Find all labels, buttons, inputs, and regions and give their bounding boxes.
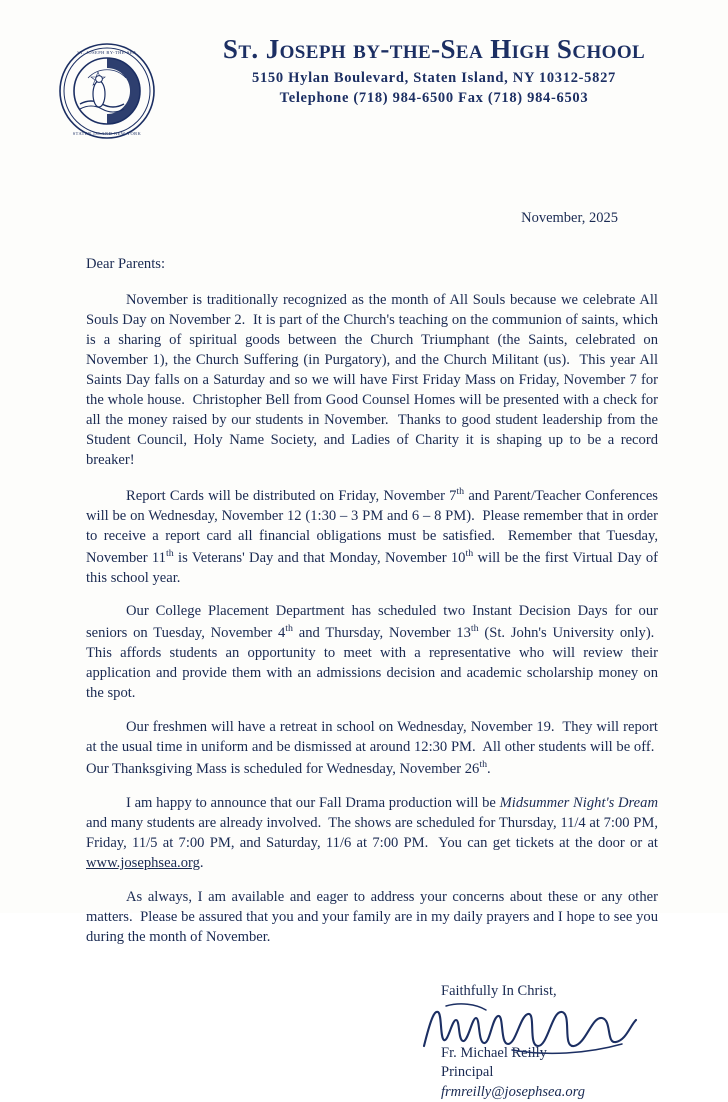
paragraph-report-cards: Report Cards will be distributed on Friday, November 7th and Parent/Teacher Conferences will be on Wednesday, November 12 (1:30 – 3 PM and 6 – 8 PM). Please remember that in order to receive a report card all financial obligations must be satisfied. Remember that Tuesday, November 11th is Veterans' Day and that Monday, November 10th will be the first Virtual Day of this school year. — [86, 485, 658, 586]
school-crest-icon — [58, 42, 156, 140]
signature-title: Principal — [441, 1064, 494, 1081]
school-name: St. Joseph by-the-Sea High School — [222, 34, 646, 64]
salutation: Dear Parents: — [86, 256, 166, 272]
school-phone-fax: Telephone (718) 984-6500 Fax (718) 984-6503 — [279, 90, 589, 106]
signature-email: frmreilly@josephsea.org — [441, 1083, 585, 1100]
letter-body — [86, 255, 658, 1102]
school-address: 5150 Hylan Boulevard, Staten Island, NY 10312-5827 — [252, 70, 616, 86]
svg-text:STATEN ISLAND NEW YORK: STATEN ISLAND NEW YORK — [72, 131, 142, 136]
letter-date: November, 2025 — [521, 210, 618, 226]
paragraph-fall-drama: I am happy to announce that our Fall Drama production will be Midsummer Night's Dream and many students are already involved. The shows are scheduled for Thursday, 11/4 at 7:00 PM, Friday, 11/5 at 7:00 PM, and Saturday, 11/6 at 7:00 PM. You can get tickets at the door or at www.josephsea.org. — [86, 795, 658, 872]
school-website-link[interactable]: www.josephsea.org — [86, 855, 200, 872]
signature-block — [86, 982, 658, 1102]
drama-title: Midsummer Night's Dream — [499, 795, 658, 812]
paragraph-college-placement: Our College Placement Department has scheduled two Instant Decision Days for our seniors on Tuesday, November 4th and Thursday, November 13th (St. John's University only). This affords students an opportunity to meet with a representative who will review their application and provide them with an admissions decision and academic scholarship money on the spot. — [86, 603, 658, 702]
paragraph-closing-remarks: As always, I am available and eager to address your concerns about these or any other matters. Please be assured that you and your family are in my daily prayers and I hope to see you during the month of November. — [86, 889, 658, 945]
svg-text:ST. JOSEPH BY-THE-SEA: ST. JOSEPH BY-THE-SEA — [77, 50, 137, 55]
masthead — [180, 34, 728, 107]
paragraph-all-souls: November is traditionally recognized as the month of All Souls because we celebrate All Souls Day on November 2. It is part of the Church's teaching on the communion of saints, which is a sharing of spiritual goods between the Church Triumphant (the Saints, celebrated on November 1), the Church Suffering (in Purgatory), and the Church Militant (us). This year All Saints Day falls on a Saturday and so we will have First Friday Mass on Friday, November 7 for the whole house. Christopher Bell from Good Counsel Homes will be presented with a check for all the money raised by our students in November. Thanks to good student leadership from the Student Council, Holy Name Society, and Ladies of Charity it is shaping up to be a record breaker! — [86, 291, 658, 468]
letterhead — [0, 0, 728, 154]
signature-closing: Faithfully In Christ, — [441, 982, 557, 999]
paragraph-freshmen-retreat: Our freshmen will have a retreat in school on Wednesday, November 19. They will report at the usual time in uniform and be dismissed at around 12:30 PM. All other students will be off. Our Thanksgiving Mass is scheduled for Wednesday, November 26th. — [86, 719, 658, 778]
signature-name: Fr. Michael Reilly — [441, 1044, 547, 1061]
